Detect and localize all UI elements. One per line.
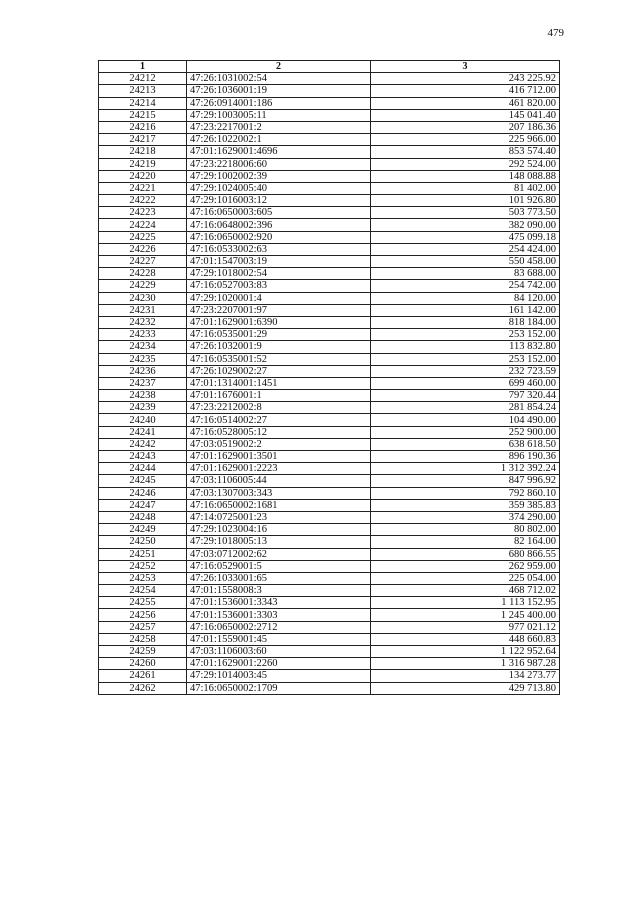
row-number-cell: 24262 bbox=[99, 682, 187, 694]
cadastral-number-cell: 47:29:1024005:40 bbox=[187, 182, 371, 194]
cadastral-number-cell: 47:01:1547003:19 bbox=[187, 256, 371, 268]
row-number-cell: 24236 bbox=[99, 365, 187, 377]
value-cell: 292 524.00 bbox=[371, 158, 560, 170]
row-number-cell: 24239 bbox=[99, 402, 187, 414]
table-row bbox=[99, 499, 560, 511]
table-row bbox=[99, 451, 560, 463]
cadastral-number-cell: 47:23:2217001:2 bbox=[187, 121, 371, 133]
table-body bbox=[99, 73, 560, 695]
table-row bbox=[99, 438, 560, 450]
column-header-3: 3 bbox=[371, 61, 560, 73]
cadastral-number-cell: 47:03:0712002:62 bbox=[187, 548, 371, 560]
table-row bbox=[99, 548, 560, 560]
cadastral-number-cell: 47:01:1314001:1451 bbox=[187, 377, 371, 389]
table-row bbox=[99, 646, 560, 658]
cadastral-number-cell: 47:16:0535001:52 bbox=[187, 353, 371, 365]
cadastral-number-cell: 47:16:0650002:1681 bbox=[187, 499, 371, 511]
table-row bbox=[99, 560, 560, 572]
value-cell: 225 966.00 bbox=[371, 134, 560, 146]
value-cell: 252 900.00 bbox=[371, 426, 560, 438]
cadastral-number-cell: 47:01:1629001:4696 bbox=[187, 146, 371, 158]
row-number-cell: 24226 bbox=[99, 243, 187, 255]
row-number-cell: 24238 bbox=[99, 390, 187, 402]
row-number-cell: 24243 bbox=[99, 451, 187, 463]
cadastral-number-cell: 47:29:1018005:13 bbox=[187, 536, 371, 548]
table-row bbox=[99, 182, 560, 194]
row-number-cell: 24250 bbox=[99, 536, 187, 548]
value-cell: 374 290.00 bbox=[371, 511, 560, 523]
cadastral-number-cell: 47:26:1022002:1 bbox=[187, 134, 371, 146]
table-row bbox=[99, 597, 560, 609]
table-row bbox=[99, 268, 560, 280]
table-row bbox=[99, 353, 560, 365]
column-header-2: 2 bbox=[187, 61, 371, 73]
value-cell: 503 773.50 bbox=[371, 207, 560, 219]
row-number-cell: 24261 bbox=[99, 670, 187, 682]
value-cell: 847 996.92 bbox=[371, 475, 560, 487]
row-number-cell: 24235 bbox=[99, 353, 187, 365]
table-row bbox=[99, 134, 560, 146]
value-cell: 145 041.40 bbox=[371, 109, 560, 121]
cadastral-number-cell: 47:23:2212002:8 bbox=[187, 402, 371, 414]
row-number-cell: 24221 bbox=[99, 182, 187, 194]
row-number-cell: 24217 bbox=[99, 134, 187, 146]
cadastral-number-cell: 47:26:1032001:9 bbox=[187, 341, 371, 353]
table-row bbox=[99, 475, 560, 487]
cadastral-number-cell: 47:23:2207001:97 bbox=[187, 304, 371, 316]
registry-table bbox=[98, 60, 560, 695]
cadastral-number-cell: 47:16:0650003:605 bbox=[187, 207, 371, 219]
value-cell: 225 054.00 bbox=[371, 572, 560, 584]
table-row bbox=[99, 463, 560, 475]
row-number-cell: 24240 bbox=[99, 414, 187, 426]
table-row bbox=[99, 109, 560, 121]
table-row bbox=[99, 292, 560, 304]
value-cell: 1 245 400.00 bbox=[371, 609, 560, 621]
row-number-cell: 24224 bbox=[99, 219, 187, 231]
cadastral-number-cell: 47:26:1033001:65 bbox=[187, 572, 371, 584]
table-row bbox=[99, 170, 560, 182]
value-cell: 232 723.59 bbox=[371, 365, 560, 377]
row-number-cell: 24232 bbox=[99, 316, 187, 328]
value-cell: 253 152.00 bbox=[371, 353, 560, 365]
cadastral-number-cell: 47:16:0648002:396 bbox=[187, 219, 371, 231]
page-number: 479 bbox=[547, 27, 564, 39]
table-row bbox=[99, 536, 560, 548]
value-cell: 818 184.00 bbox=[371, 316, 560, 328]
cadastral-number-cell: 47:29:1018002:54 bbox=[187, 268, 371, 280]
row-number-cell: 24234 bbox=[99, 341, 187, 353]
cadastral-number-cell: 47:01:1629001:2260 bbox=[187, 658, 371, 670]
table-row bbox=[99, 487, 560, 499]
value-cell: 416 712.00 bbox=[371, 85, 560, 97]
value-cell: 461 820.00 bbox=[371, 97, 560, 109]
value-cell: 207 186.36 bbox=[371, 121, 560, 133]
table-row bbox=[99, 572, 560, 584]
table-row bbox=[99, 85, 560, 97]
table-row bbox=[99, 329, 560, 341]
row-number-cell: 24244 bbox=[99, 463, 187, 475]
table-row bbox=[99, 402, 560, 414]
value-cell: 1 312 392.24 bbox=[371, 463, 560, 475]
value-cell: 84 120.00 bbox=[371, 292, 560, 304]
cadastral-number-cell: 47:16:0650002:920 bbox=[187, 231, 371, 243]
cadastral-number-cell: 47:29:1016003:12 bbox=[187, 195, 371, 207]
value-cell: 896 190.36 bbox=[371, 451, 560, 463]
value-cell: 1 316 987.28 bbox=[371, 658, 560, 670]
row-number-cell: 24245 bbox=[99, 475, 187, 487]
value-cell: 104 490.00 bbox=[371, 414, 560, 426]
table-row bbox=[99, 121, 560, 133]
table-row bbox=[99, 670, 560, 682]
row-number-cell: 24220 bbox=[99, 170, 187, 182]
value-cell: 262 959.00 bbox=[371, 560, 560, 572]
cadastral-number-cell: 47:16:0650002:2712 bbox=[187, 621, 371, 633]
value-cell: 1 122 952.64 bbox=[371, 646, 560, 658]
row-number-cell: 24254 bbox=[99, 585, 187, 597]
value-cell: 161 142.00 bbox=[371, 304, 560, 316]
table-row bbox=[99, 73, 560, 85]
row-number-cell: 24233 bbox=[99, 329, 187, 341]
value-cell: 797 320.44 bbox=[371, 390, 560, 402]
row-number-cell: 24255 bbox=[99, 597, 187, 609]
row-number-cell: 24247 bbox=[99, 499, 187, 511]
table-row bbox=[99, 256, 560, 268]
value-cell: 82 164.00 bbox=[371, 536, 560, 548]
row-number-cell: 24230 bbox=[99, 292, 187, 304]
table-row bbox=[99, 511, 560, 523]
row-number-cell: 24237 bbox=[99, 377, 187, 389]
value-cell: 792 860.10 bbox=[371, 487, 560, 499]
cadastral-number-cell: 47:01:1558008:3 bbox=[187, 585, 371, 597]
table-row bbox=[99, 243, 560, 255]
row-number-cell: 24218 bbox=[99, 146, 187, 158]
cadastral-number-cell: 47:29:1003005:11 bbox=[187, 109, 371, 121]
cadastral-number-cell: 47:03:1307003:343 bbox=[187, 487, 371, 499]
cadastral-number-cell: 47:01:1536001:3343 bbox=[187, 597, 371, 609]
row-number-cell: 24257 bbox=[99, 621, 187, 633]
cadastral-number-cell: 47:01:1559001:45 bbox=[187, 633, 371, 645]
cadastral-number-cell: 47:16:0535001:29 bbox=[187, 329, 371, 341]
row-number-cell: 24214 bbox=[99, 97, 187, 109]
table-row bbox=[99, 365, 560, 377]
value-cell: 83 688.00 bbox=[371, 268, 560, 280]
row-number-cell: 24242 bbox=[99, 438, 187, 450]
cadastral-number-cell: 47:01:1629001:3501 bbox=[187, 451, 371, 463]
cadastral-number-cell: 47:16:0533002:63 bbox=[187, 243, 371, 255]
cadastral-number-cell: 47:16:0527003:83 bbox=[187, 280, 371, 292]
table-row bbox=[99, 524, 560, 536]
value-cell: 254 424.00 bbox=[371, 243, 560, 255]
value-cell: 448 660.83 bbox=[371, 633, 560, 645]
value-cell: 699 460.00 bbox=[371, 377, 560, 389]
cadastral-number-cell: 47:01:1676001:1 bbox=[187, 390, 371, 402]
value-cell: 134 273.77 bbox=[371, 670, 560, 682]
value-cell: 254 742.00 bbox=[371, 280, 560, 292]
column-header-1: 1 bbox=[99, 61, 187, 73]
value-cell: 1 113 152.95 bbox=[371, 597, 560, 609]
row-number-cell: 24249 bbox=[99, 524, 187, 536]
cadastral-number-cell: 47:16:0514002:27 bbox=[187, 414, 371, 426]
row-number-cell: 24225 bbox=[99, 231, 187, 243]
value-cell: 113 832.80 bbox=[371, 341, 560, 353]
cadastral-number-cell: 47:01:1536001:3303 bbox=[187, 609, 371, 621]
row-number-cell: 24259 bbox=[99, 646, 187, 658]
cadastral-number-cell: 47:29:1014003:45 bbox=[187, 670, 371, 682]
value-cell: 468 712.02 bbox=[371, 585, 560, 597]
table-row bbox=[99, 585, 560, 597]
cadastral-number-cell: 47:03:1106005:44 bbox=[187, 475, 371, 487]
table-row bbox=[99, 231, 560, 243]
cadastral-number-cell: 47:23:2218006:60 bbox=[187, 158, 371, 170]
row-number-cell: 24219 bbox=[99, 158, 187, 170]
row-number-cell: 24251 bbox=[99, 548, 187, 560]
table-row bbox=[99, 390, 560, 402]
cadastral-number-cell: 47:26:1036001:19 bbox=[187, 85, 371, 97]
row-number-cell: 24231 bbox=[99, 304, 187, 316]
row-number-cell: 24256 bbox=[99, 609, 187, 621]
table-row bbox=[99, 304, 560, 316]
table-row bbox=[99, 377, 560, 389]
row-number-cell: 24260 bbox=[99, 658, 187, 670]
table-row bbox=[99, 195, 560, 207]
row-number-cell: 24241 bbox=[99, 426, 187, 438]
value-cell: 81 402.00 bbox=[371, 182, 560, 194]
value-cell: 429 713.80 bbox=[371, 682, 560, 694]
value-cell: 80 802.00 bbox=[371, 524, 560, 536]
cadastral-number-cell: 47:29:1002002:39 bbox=[187, 170, 371, 182]
row-number-cell: 24223 bbox=[99, 207, 187, 219]
value-cell: 638 618.50 bbox=[371, 438, 560, 450]
value-cell: 475 099.18 bbox=[371, 231, 560, 243]
row-number-cell: 24215 bbox=[99, 109, 187, 121]
cadastral-number-cell: 47:03:0519002:2 bbox=[187, 438, 371, 450]
value-cell: 977 021.12 bbox=[371, 621, 560, 633]
row-number-cell: 24253 bbox=[99, 572, 187, 584]
table-row bbox=[99, 219, 560, 231]
value-cell: 382 090.00 bbox=[371, 219, 560, 231]
row-number-cell: 24252 bbox=[99, 560, 187, 572]
cadastral-number-cell: 47:01:1629001:6390 bbox=[187, 316, 371, 328]
table-row bbox=[99, 316, 560, 328]
table-row bbox=[99, 658, 560, 670]
cadastral-number-cell: 47:16:0529001:5 bbox=[187, 560, 371, 572]
table-row bbox=[99, 621, 560, 633]
cadastral-number-cell: 47:26:1029002:27 bbox=[187, 365, 371, 377]
row-number-cell: 24222 bbox=[99, 195, 187, 207]
table-row bbox=[99, 97, 560, 109]
value-cell: 101 926.80 bbox=[371, 195, 560, 207]
cadastral-number-cell: 47:29:1023004:16 bbox=[187, 524, 371, 536]
value-cell: 680 866.55 bbox=[371, 548, 560, 560]
value-cell: 359 385.83 bbox=[371, 499, 560, 511]
table-row bbox=[99, 609, 560, 621]
table-row bbox=[99, 207, 560, 219]
cadastral-number-cell: 47:29:1020001:4 bbox=[187, 292, 371, 304]
row-number-cell: 24216 bbox=[99, 121, 187, 133]
table-row bbox=[99, 280, 560, 292]
cadastral-number-cell: 47:26:1031002:54 bbox=[187, 73, 371, 85]
table-row bbox=[99, 341, 560, 353]
row-number-cell: 24227 bbox=[99, 256, 187, 268]
row-number-cell: 24212 bbox=[99, 73, 187, 85]
table-row bbox=[99, 158, 560, 170]
row-number-cell: 24213 bbox=[99, 85, 187, 97]
row-number-cell: 24258 bbox=[99, 633, 187, 645]
table-row bbox=[99, 146, 560, 158]
table-row bbox=[99, 426, 560, 438]
value-cell: 243 225.92 bbox=[371, 73, 560, 85]
value-cell: 253 152.00 bbox=[371, 329, 560, 341]
value-cell: 550 458.00 bbox=[371, 256, 560, 268]
row-number-cell: 24248 bbox=[99, 511, 187, 523]
cadastral-number-cell: 47:26:0914001:186 bbox=[187, 97, 371, 109]
header-row bbox=[99, 61, 560, 73]
table-row bbox=[99, 633, 560, 645]
cadastral-number-cell: 47:16:0650002:1709 bbox=[187, 682, 371, 694]
value-cell: 148 088.88 bbox=[371, 170, 560, 182]
cadastral-number-cell: 47:14:0725001:23 bbox=[187, 511, 371, 523]
cadastral-number-cell: 47:16:0528005:12 bbox=[187, 426, 371, 438]
cadastral-number-cell: 47:03:1106003:60 bbox=[187, 646, 371, 658]
value-cell: 281 854.24 bbox=[371, 402, 560, 414]
cadastral-number-cell: 47:01:1629001:2223 bbox=[187, 463, 371, 475]
row-number-cell: 24246 bbox=[99, 487, 187, 499]
table-row bbox=[99, 682, 560, 694]
row-number-cell: 24228 bbox=[99, 268, 187, 280]
value-cell: 853 574.40 bbox=[371, 146, 560, 158]
row-number-cell: 24229 bbox=[99, 280, 187, 292]
table-row bbox=[99, 414, 560, 426]
